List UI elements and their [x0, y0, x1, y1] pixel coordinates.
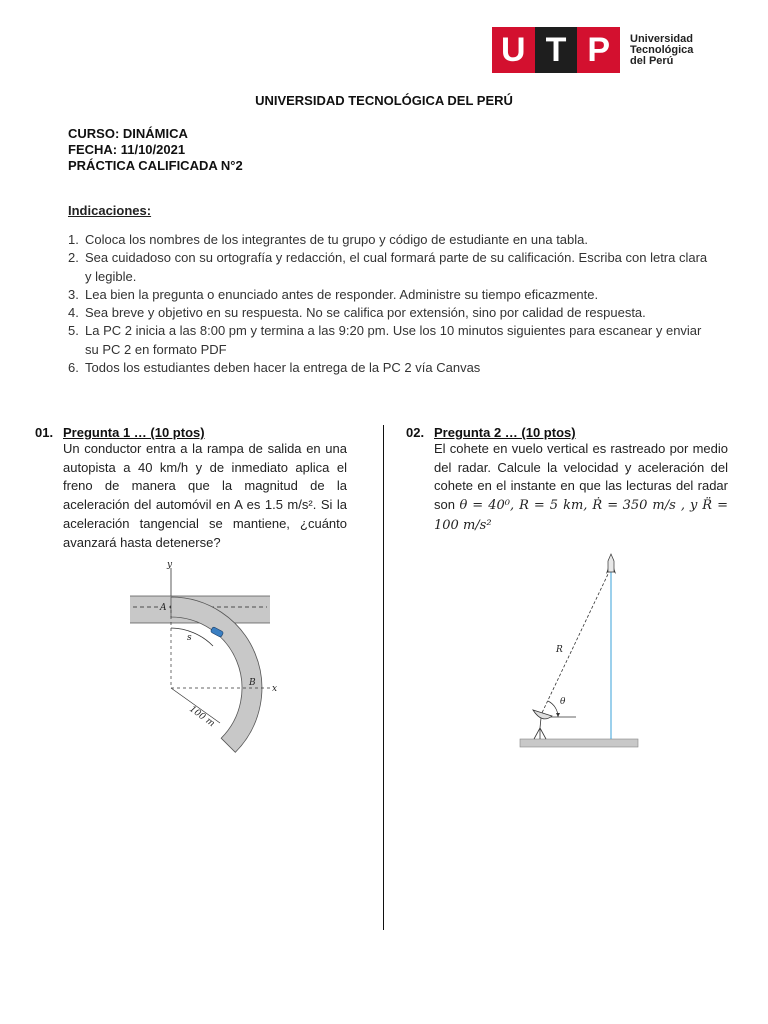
ground [520, 739, 638, 747]
column-divider [383, 425, 384, 930]
course-header [68, 126, 243, 174]
list-item [68, 322, 708, 359]
item-text: Todos los estudiantes deben hacer la entrega de la PC 2 vía Canvas [85, 360, 481, 376]
item-text: Lea bien la pregunta o enunciado antes de responder. Administre su tiempo eficazmente. [85, 286, 599, 302]
question-1 [35, 425, 347, 552]
logo-letter-u: U [492, 27, 535, 73]
indications-list [68, 231, 708, 377]
question-2-header [406, 425, 728, 440]
item-text: Sea cuidadoso con su ortografía y redacción, el cual formará parte de su calificación. Escriba con letra clara y legible. [85, 250, 708, 284]
logo-letter-p: P [577, 27, 620, 73]
item-text: La PC 2 inicia a las 8:00 pm y termina a las 9:20 pm. Use los 10 minutos siguientes para escanear y enviar su PC 2 en formato PDF [85, 323, 702, 357]
question-1-header [35, 425, 347, 440]
item-text: Coloca los nombres de los integrantes de tu grupo y código de estudiante en una tabla. [85, 232, 589, 247]
list-item [68, 359, 708, 377]
radar-diagram [518, 552, 643, 752]
arc-s [171, 628, 213, 646]
item-number: 1. [68, 232, 79, 247]
list-item [68, 231, 708, 249]
y-axis-label: y [167, 560, 173, 570]
question-text [434, 440, 728, 536]
logo-university-name [630, 34, 693, 67]
item-number: 2. [68, 250, 79, 266]
arc-s-label: s [187, 633, 192, 643]
item-number: 3. [68, 286, 79, 302]
point-b-label: B [249, 678, 256, 688]
logo-name-line: Universidad [630, 32, 693, 45]
logo-name-line: Tecnológica [630, 43, 694, 56]
item-number: 6. [68, 360, 79, 376]
list-item [68, 249, 708, 286]
question-number: 02. [406, 425, 425, 440]
radar-dish-icon [533, 710, 552, 739]
radar-readings-1: θ = 40⁰, R = 5 km, Ṙ = [459, 498, 619, 514]
ramp-diagram [125, 558, 285, 768]
point-a-label: A [160, 603, 167, 613]
utp-logo-mark [492, 27, 620, 73]
question-title: Pregunta 1 … (10 ptos) [63, 425, 205, 440]
question-number: 01. [35, 425, 54, 440]
logo-letter-t: T [535, 27, 578, 73]
question-text-main: El cohete en vuelo vertical es rastreado por medio del radar. Calcule la velocidad y aceleración del cohete en el instante en que las lecturas del radar son [434, 441, 728, 513]
logo-name-line: del Perú [630, 54, 674, 67]
radius-label: 100 m [187, 704, 217, 730]
course-name: CURSO: DINÁMICA [68, 126, 188, 141]
range-line [540, 572, 609, 717]
list-item [68, 286, 708, 304]
exam-title: PRÁCTICA CALIFICADA N°2 [68, 158, 243, 173]
item-text: Sea breve y objetivo en su respuesta. No se califica por extensión, sino por calidad de respuesta. [85, 305, 646, 321]
radar-readings-2: 350 m/s , y R̈ = 100 m/s² [434, 498, 728, 533]
university-title: UNIVERSIDAD TECNOLÓGICA DEL PERÚ [255, 93, 513, 108]
question-title: Pregunta 2 … (10 ptos) [434, 425, 576, 440]
question-2 [406, 425, 728, 536]
exam-date: FECHA: 11/10/2021 [68, 142, 186, 157]
question-text: Un conductor entra a la rampa de salida en una autopista a 40 km/h y de inmediato aplica el freno de manera que la magnitud de la aceleración del automóvil en A es 1.5 m/s². Si la aceleración tangencial se mantiene, ¿cuánto avanzará hasta detenerse? [63, 441, 347, 550]
list-item [68, 304, 708, 322]
rocket-icon [606, 554, 616, 574]
item-number: 5. [68, 323, 79, 339]
indications-title: Indicaciones: [68, 203, 152, 218]
item-number: 4. [68, 305, 79, 321]
utp-logo [492, 27, 693, 73]
x-axis-label: x [272, 684, 278, 694]
range-label: R [556, 645, 563, 655]
theta-label: θ [560, 697, 566, 707]
theta-arc [548, 701, 558, 717]
